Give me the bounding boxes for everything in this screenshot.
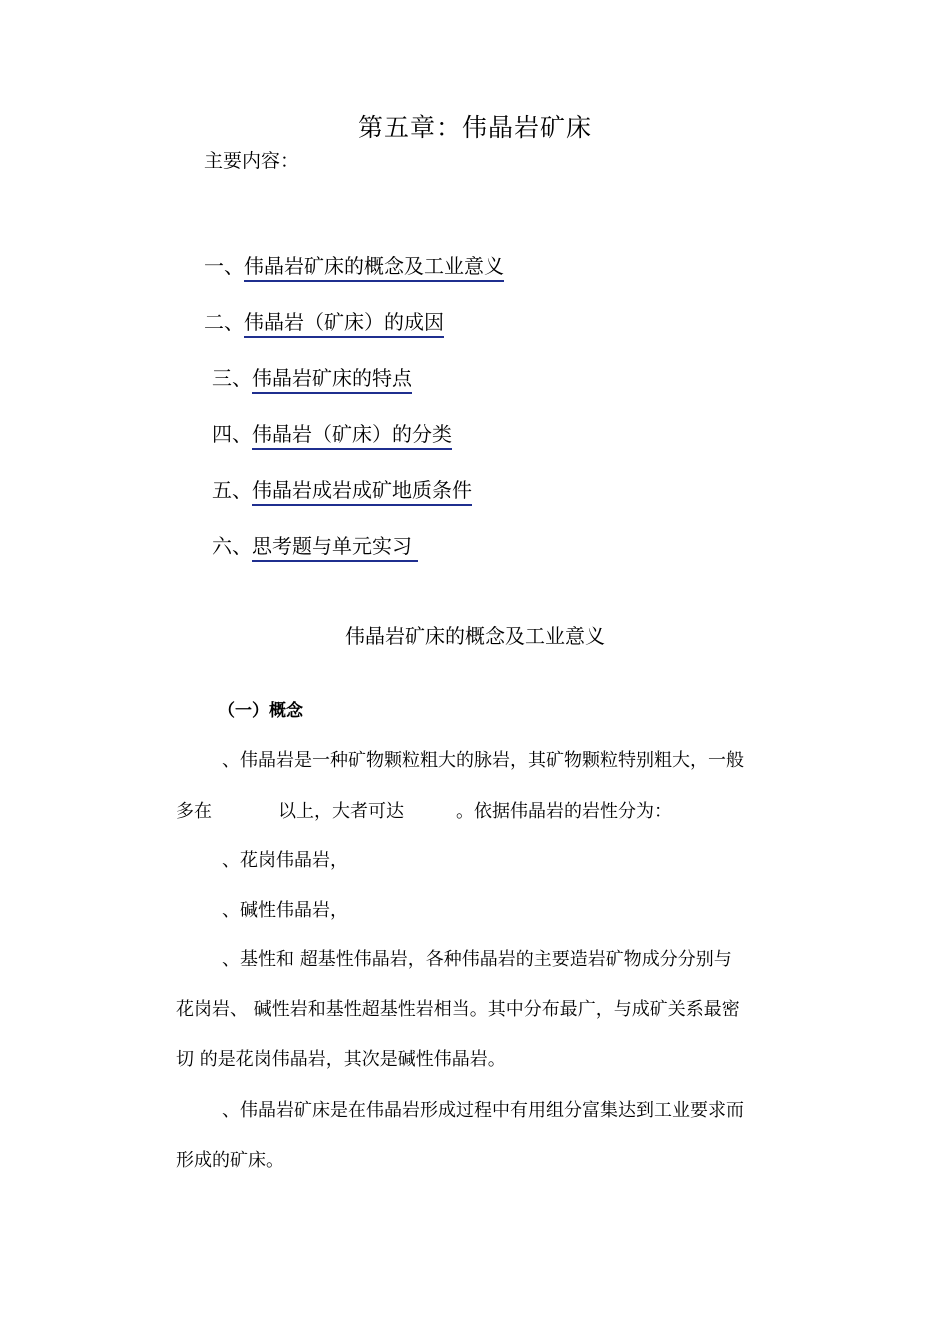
paragraph-line: 、伟晶岩是一种矿物颗粒粗大的脉岩，其矿物颗粒特别粗大，一般 (222, 750, 744, 771)
toc-item-2[interactable] (204, 306, 444, 335)
list-item: 、花岗伟晶岩， (222, 850, 348, 871)
toc-item-1[interactable] (204, 250, 504, 279)
toc-num: 五、 (212, 478, 252, 502)
paragraph-line: 形成的矿床。 (176, 1150, 284, 1171)
toc-link[interactable]: 思考题与单元实习 (252, 534, 418, 562)
toc-link[interactable]: 伟晶岩矿床的概念及工业意义 (244, 254, 504, 282)
toc-link[interactable]: 伟晶岩（矿床）的成因 (244, 310, 444, 338)
paragraph-line: 花岗岩、 碱性岩和基性超基性岩相当。其中分布最广，与成矿关系最密 (176, 999, 740, 1020)
toc-num: 三、 (212, 366, 252, 390)
toc-item-6[interactable] (212, 530, 418, 559)
toc-num: 四、 (212, 422, 252, 446)
paragraph-line: 以上，大者可达 (278, 801, 404, 822)
list-item: 、碱性伟晶岩， (222, 900, 348, 921)
paragraph-line: 、伟晶岩矿床是在伟晶岩形成过程中有用组分富集达到工业要求而 (222, 1100, 744, 1121)
heading-concept: （一）概念 (218, 701, 303, 721)
toc-num: 二、 (204, 310, 244, 334)
paragraph-line: 多在 (176, 801, 212, 822)
paragraph-line: 。依据伟晶岩的岩性分为： (456, 801, 672, 822)
section-title: 伟晶岩矿床的概念及工业意义 (345, 624, 605, 648)
toc-num: 一、 (204, 254, 244, 278)
subtitle: 主要内容： (204, 150, 300, 172)
toc-item-5[interactable] (212, 474, 472, 503)
toc-link[interactable]: 伟晶岩矿床的特点 (252, 366, 412, 394)
page-title: 第五章：伟晶岩矿床 (357, 113, 592, 142)
toc-item-4[interactable] (212, 418, 452, 447)
toc-link[interactable]: 伟晶岩成岩成矿地质条件 (252, 478, 472, 506)
paragraph-line: 、基性和 超基性伟晶岩，各种伟晶岩的主要造岩矿物成分分别与 (222, 949, 732, 970)
toc-num: 六、 (212, 534, 252, 558)
paragraph-line: 切 的是花岗伟晶岩，其次是碱性伟晶岩。 (176, 1049, 506, 1070)
toc-link[interactable]: 伟晶岩（矿床）的分类 (252, 422, 452, 450)
toc-item-3[interactable] (212, 362, 412, 391)
